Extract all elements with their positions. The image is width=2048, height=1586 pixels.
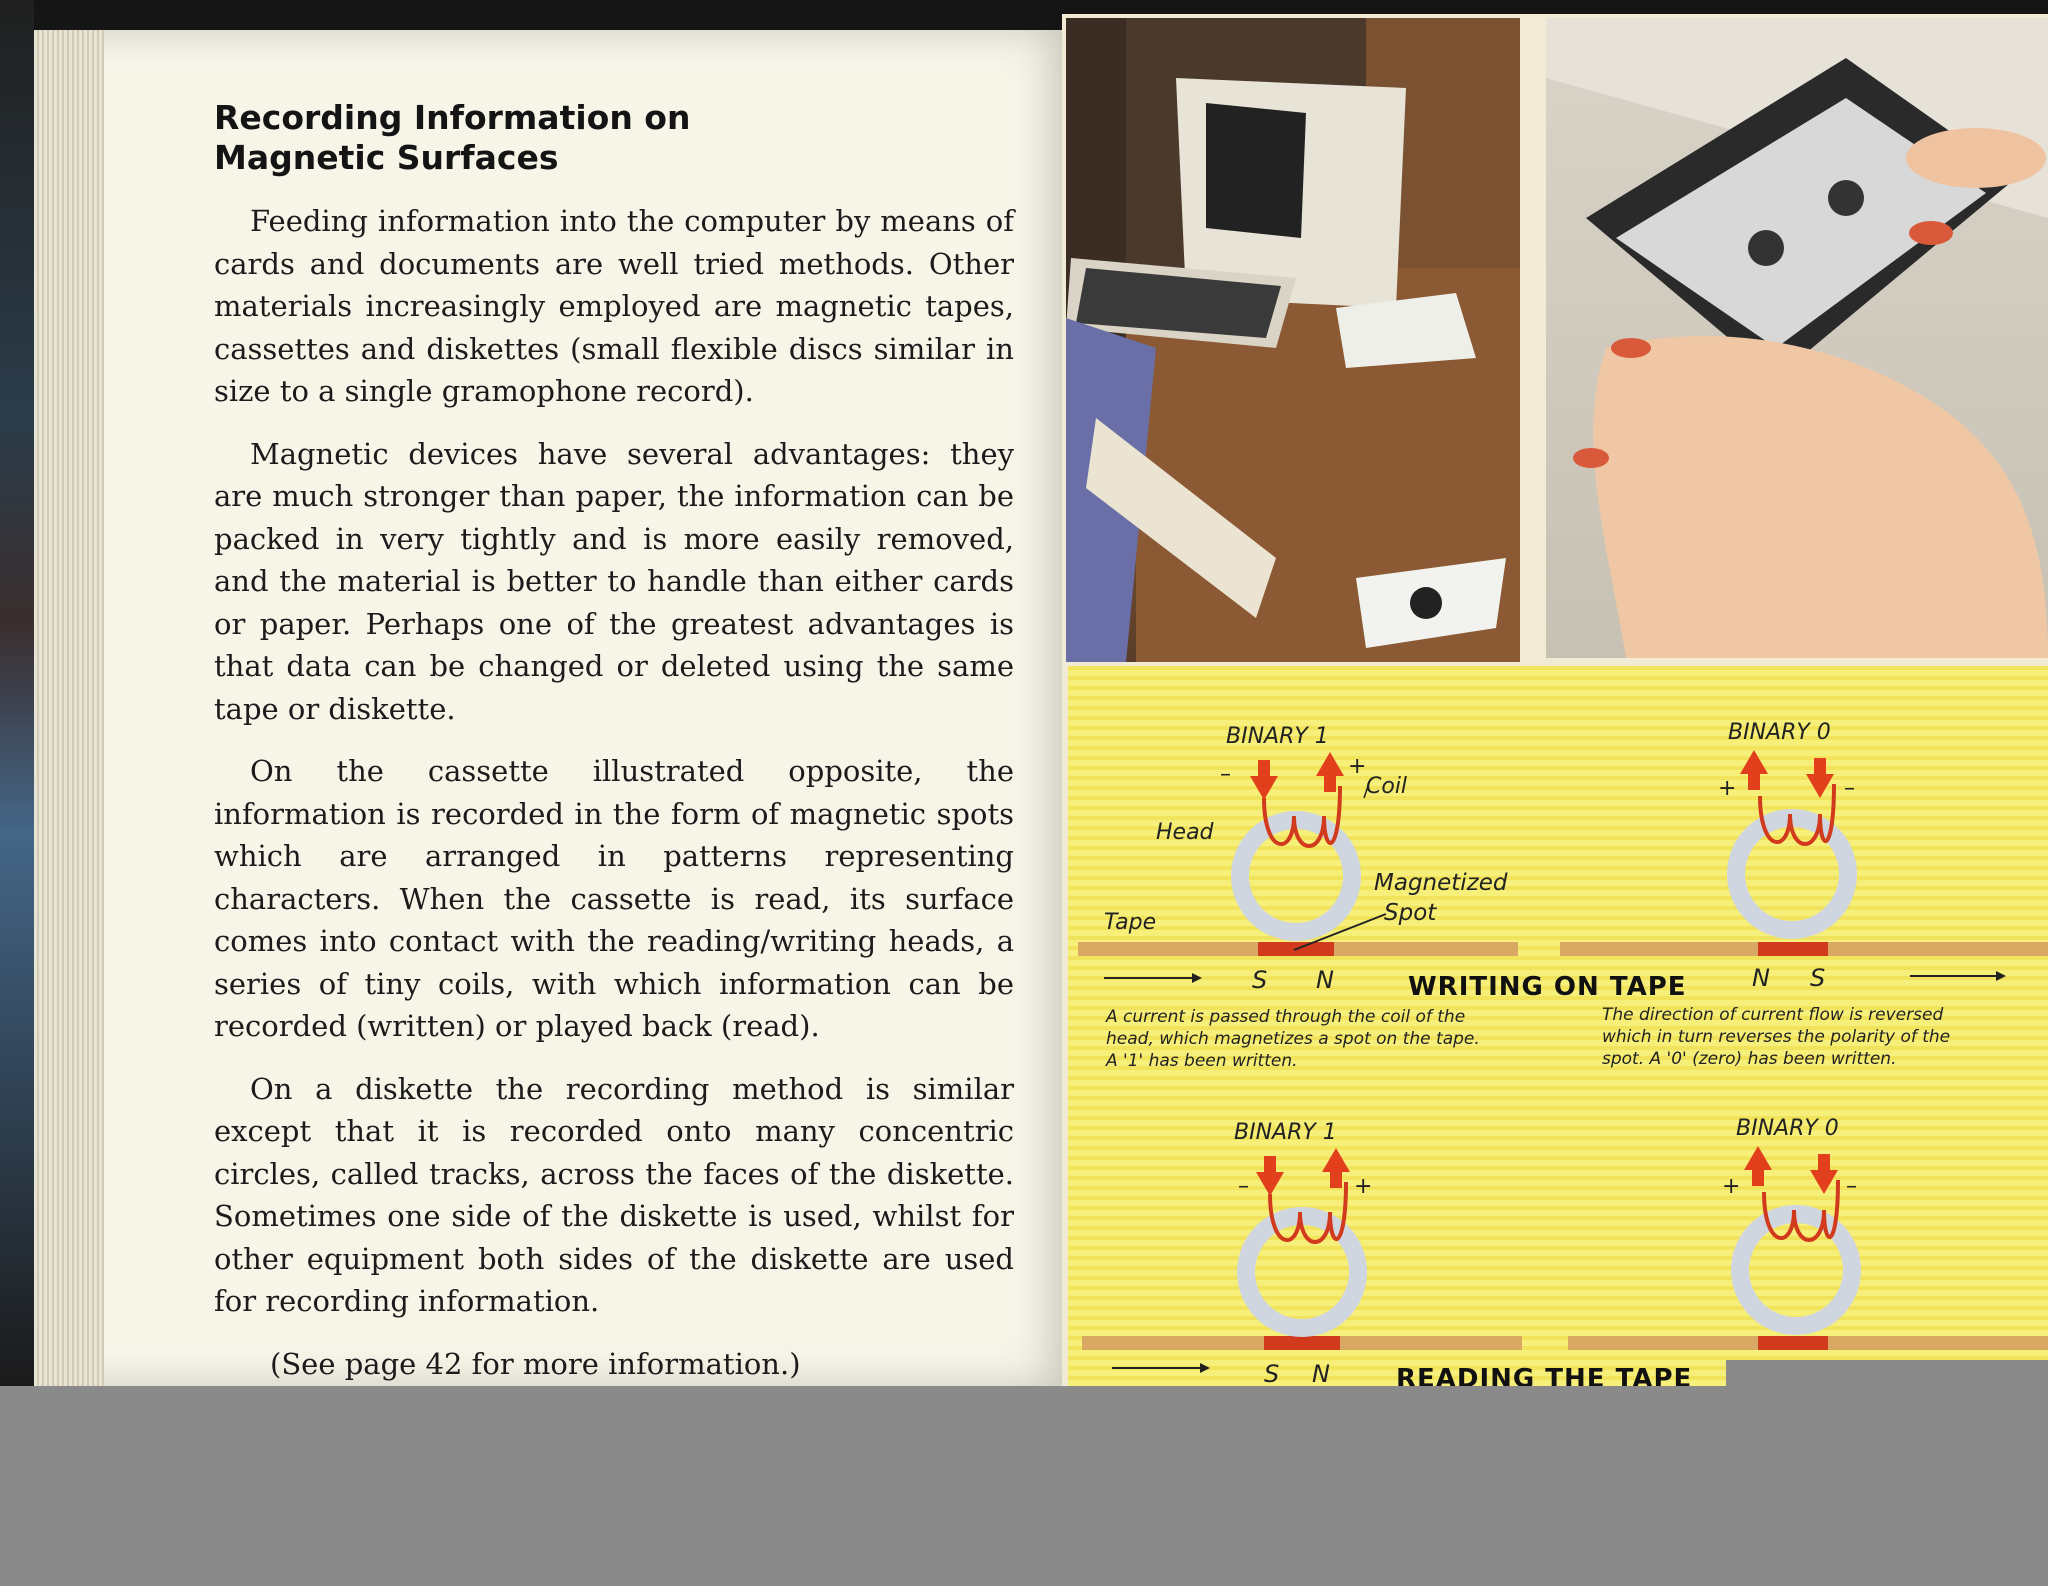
cassette-photo bbox=[1546, 18, 2048, 658]
plus-sign-1: + bbox=[1348, 754, 1367, 779]
page-edges bbox=[34, 30, 104, 1386]
page-title bbox=[214, 98, 914, 178]
body-text bbox=[214, 200, 1014, 1386]
minus-sign-2: – bbox=[1844, 776, 1855, 801]
pole-n-1: N bbox=[1316, 966, 1334, 994]
paragraph-2: Magnetic devices have several advantages: they are much stronger than paper, the information can be packed in very tightly and is more easily removed, and the material is better to handle than either cards or paper. Perhaps one of the greatest advantages is that data can be changed or deleted using the same tape or diskette. bbox=[214, 436, 1014, 726]
magnetic-recording-diagram bbox=[1068, 666, 2048, 1386]
paragraph-1: Feeding information into the computer by means of cards and documents are well tried methods. Other materials increasingly employed are magnetic tapes, cassettes and diskettes (small flexible discs similar in size to a single gramophone record). bbox=[214, 204, 1014, 408]
pole-n-3: N bbox=[1312, 1360, 1330, 1386]
magnetized-label: Magnetized bbox=[1374, 870, 1508, 896]
binary-0-label-bottom: BINARY 0 bbox=[1736, 1116, 1839, 1141]
computer-terminal-illustration bbox=[1066, 18, 1520, 662]
binary-1-label-bottom: BINARY 1 bbox=[1234, 1120, 1337, 1145]
binary-1-label-top: BINARY 1 bbox=[1226, 724, 1329, 749]
minus-sign-1: – bbox=[1220, 762, 1231, 787]
reading-the-tape-heading: READING THE TAPE bbox=[1396, 1364, 1693, 1386]
writing-on-tape-heading: WRITING ON TAPE bbox=[1408, 972, 1687, 1002]
binary-0-label-top: BINARY 0 bbox=[1728, 720, 1831, 745]
plus-sign-4: + bbox=[1722, 1174, 1741, 1199]
plus-sign-2: + bbox=[1718, 776, 1737, 801]
plus-sign-3: + bbox=[1354, 1174, 1373, 1199]
see-page-note: (See page 42 for more information.) bbox=[270, 1346, 801, 1381]
title-line-1: Recording Information on bbox=[214, 98, 691, 137]
computer-terminal-photo bbox=[1066, 18, 1520, 662]
grey-bottom-bar bbox=[0, 1386, 2048, 1586]
tape-label: Tape bbox=[1104, 910, 1157, 935]
minus-sign-3: – bbox=[1238, 1174, 1249, 1199]
writing-caption-right: The direction of current flow is reversed which in turn reverses the polarity of the spot. A '0' (zero) has been written. bbox=[1602, 1005, 1951, 1069]
coil-label: Coil bbox=[1366, 774, 1408, 799]
pole-s-3: S bbox=[1264, 1360, 1280, 1386]
paragraph-4: On a diskette the recording method is similar except that it is recorded onto many concentric circles, called tracks, across the faces of the diskette. Sometimes one side of the diskette is used, whilst for other equipment both sides of the diskette are used for recording information. bbox=[214, 1071, 1014, 1318]
head-label: Head bbox=[1156, 820, 1214, 845]
pole-n-2: N bbox=[1752, 964, 1770, 992]
minus-sign-4: – bbox=[1846, 1174, 1857, 1199]
pole-s-1: S bbox=[1252, 966, 1268, 994]
pole-s-2: S bbox=[1810, 964, 1826, 992]
writing-caption-left: A current is passed through the coil of the head, which magnetizes a spot on the tape. A '1' has been written. bbox=[1106, 1007, 1480, 1071]
paragraph-3: On the cassette illustrated opposite, the information is recorded in the form of magnetic spots which are arranged in patterns representing characters. When the cassette is read, its surface comes into contact with the reading/writing heads, a series of tiny coils, with which information can be recorded (written) or played back (read). bbox=[214, 754, 1014, 1043]
spot-label: Spot bbox=[1384, 900, 1437, 926]
cassette-hand-illustration bbox=[1546, 18, 2048, 658]
book-cover-edge bbox=[0, 0, 34, 1386]
title-line-2: Magnetic Surfaces bbox=[214, 138, 559, 177]
